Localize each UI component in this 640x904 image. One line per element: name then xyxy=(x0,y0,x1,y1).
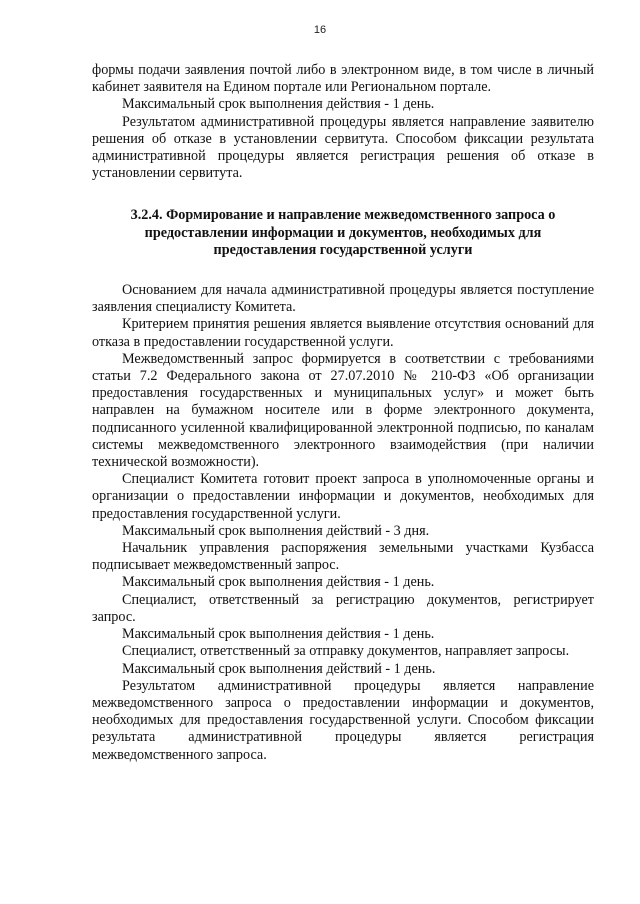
page-number: 16 xyxy=(313,24,327,36)
paragraph-result: Результатом административной процедуры является направление заявителю решения об отказе в установлении сервитута. Способом фиксации результата административной процедуры является регистрация решения об отказе в установлении сервитута. xyxy=(92,113,594,182)
paragraph-request-formation: Межведомственный запрос формируется в соответствии с требованиями статьи 7.2 Федерального закона от 27.07.2010 № 210-ФЗ «Об организации предоставления государственных и муниципальных услуг» и может быть направлен на бумажном носителе или в форме электронного документа, подписанного усиленной квалифицированной электронной подписью, по каналам системы межведомственного электронного взаимодействия (при наличии технической возможности). xyxy=(92,350,594,471)
paragraph-continuation: формы подачи заявления почтой либо в электронном виде, в том числе в личный кабинет заявителя на Едином портале или Региональном портале. xyxy=(92,62,594,96)
paragraph-deadline: Максимальный срок выполнения действия - 1 день. xyxy=(122,96,435,113)
paragraph-procedure-result: Результатом административной процедуры является направление межведомственного запроса о предоставлении информации и документов, необходимых для предоставления государственной услуги. Способом фиксации результата административной процедуры является регистрация межведомственного запроса. xyxy=(92,677,594,763)
paragraph-basis: Основанием для начала административной процедуры является поступление заявления специалисту Комитета. xyxy=(92,282,594,316)
paragraph-signing: Начальник управления распоряжения земельными участками Кузбасса подписывает межведомственный запрос. xyxy=(92,540,594,574)
paragraph-draft-request: Специалист Комитета готовит проект запроса в уполномоченные органы и организации о предоставлении информации и документов, необходимых для предоставления государственной услуги. xyxy=(92,471,594,522)
document-body xyxy=(92,62,594,764)
paragraph-criterion: Критерием принятия решения является выявление отсутствия оснований для отказа в предоставлении государственной услуги. xyxy=(92,316,594,350)
paragraph-deadline-registration: Максимальный срок выполнения действия - 1 день. xyxy=(122,626,435,643)
paragraph-deadline-3-days: Максимальный срок выполнения действий - 3 дня. xyxy=(122,522,430,539)
paragraph-deadline-dispatch: Максимальный срок выполнения действий - 1 день. xyxy=(122,660,436,677)
paragraph-dispatch: Специалист, ответственный за отправку документов, направляет запросы. xyxy=(122,643,570,660)
section-heading: 3.2.4. Формирование и направление межведомственного запроса о предоставлении информации и документов, необходимых для предоставления государственной услуги xyxy=(130,207,556,258)
paragraph-registration: Специалист, ответственный за регистрацию документов, регистрирует запрос. xyxy=(92,591,594,625)
paragraph-deadline-signing: Максимальный срок выполнения действия - 1 день. xyxy=(122,574,435,591)
